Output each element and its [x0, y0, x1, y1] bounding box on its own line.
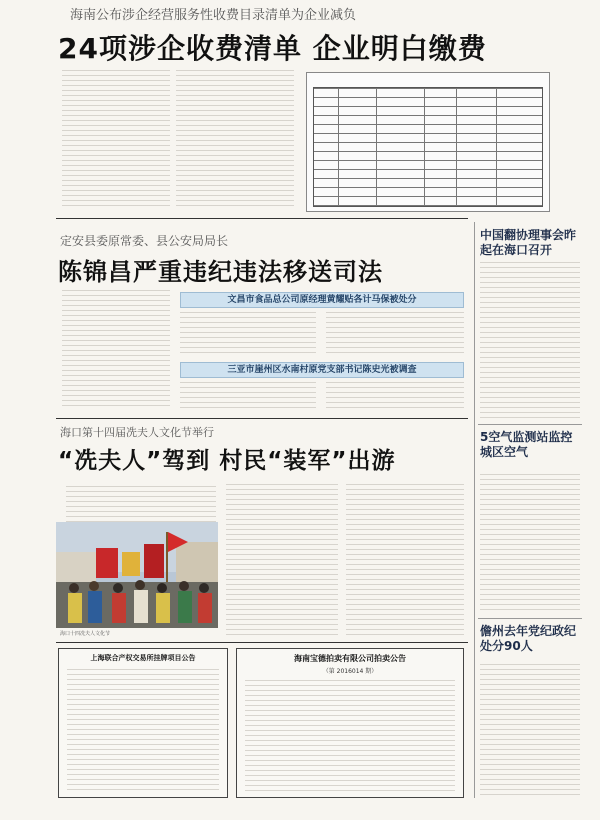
sidebar-item2-headline: 5空气监测站监控城区空气 — [480, 430, 573, 459]
ad-left-title: 上海联合产权交易所挂牌项目公告 — [90, 654, 196, 662]
ad-right-title: 海南宝德拍卖有限公司拍卖公告 — [294, 654, 406, 663]
article2-headline: 陈锦昌严重违纪违法移送司法 — [58, 258, 383, 286]
sidebar-divider — [474, 222, 475, 798]
sidebar-item1-headline: 中国翻协理事会昨起在海口召开 — [480, 228, 577, 257]
ad-right-subtitle: （第 2016014 期） — [322, 668, 378, 675]
photo-caption: 海口十四冼夫人文化节 — [60, 631, 111, 637]
article1-body-col2 — [176, 70, 294, 210]
article2-body-left — [62, 290, 170, 408]
ad-left-body — [67, 669, 219, 793]
article3-headline: “冼夫人”驾到 村民“装军”出游 — [58, 448, 396, 474]
article1-body-col1 — [62, 70, 170, 210]
section-divider-3 — [56, 642, 468, 643]
article3-body-col1 — [226, 484, 338, 636]
ad-left — [58, 648, 228, 798]
article2-kicker: 定安县委原常委、县公安局局长 — [60, 234, 229, 248]
ad-right-body — [245, 680, 455, 792]
sidebar-item3-headline: 儋州去年党纪政纪处分90人 — [480, 624, 577, 653]
sidebar-divider-1 — [478, 424, 582, 425]
article1-kicker: 海南公布涉企经营服务性收费目录清单为企业减负 — [70, 8, 357, 23]
article2-sub1-body-a — [180, 312, 316, 356]
section-divider-1 — [56, 218, 468, 219]
article3-body-col2 — [346, 484, 464, 636]
article2-subhead-1: 文昌市食品总公司原经理黄耀贴各计马保被处分 — [180, 292, 464, 308]
fee-list-table-grid — [313, 87, 543, 207]
fee-list-table — [306, 72, 550, 212]
sidebar-item2-body — [480, 474, 580, 612]
article2-subhead-2: 三亚市崖州区水南村原党支部书记陈史光被调查 — [180, 362, 464, 378]
sidebar-item1-body — [480, 262, 580, 418]
section-divider-2 — [56, 418, 468, 419]
article2-sub2-body-b — [326, 382, 464, 410]
festival-photo-graphic — [56, 522, 218, 628]
sidebar-item3-body — [480, 664, 580, 798]
article1-headline: 24项涉企收费清单 企业明白缴费 — [58, 32, 487, 65]
article3-kicker: 海口第十四届冼夫人文化节举行 — [60, 426, 214, 439]
article2-sub1-body-b — [326, 312, 464, 356]
article2-sub2-body-a — [180, 382, 316, 410]
sidebar-divider-2 — [478, 618, 582, 619]
festival-photo — [56, 522, 218, 628]
ad-right — [236, 648, 464, 798]
article3-lead — [66, 486, 216, 522]
